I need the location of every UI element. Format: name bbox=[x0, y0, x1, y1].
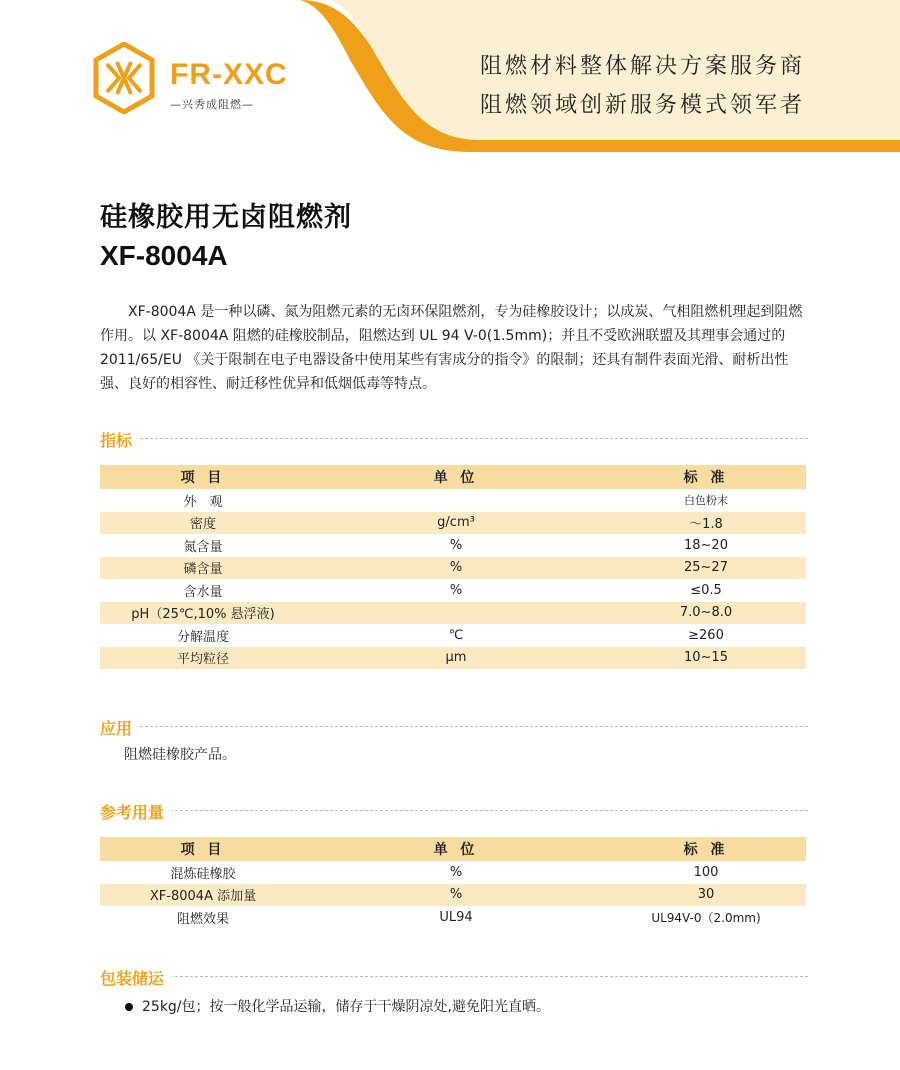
cell-standard: 18~20 bbox=[684, 537, 728, 553]
cell-item: 氮含量 bbox=[183, 539, 223, 555]
section-label: 应用 bbox=[100, 716, 140, 739]
table-row bbox=[100, 906, 806, 929]
section-divider bbox=[100, 726, 808, 727]
cell-item: 分解温度 bbox=[176, 629, 229, 645]
application-text: 阻燃硅橡胶产品。 bbox=[124, 747, 236, 763]
header-standard: 标 准 bbox=[606, 837, 806, 861]
cell-standard: 7.0~8.0 bbox=[606, 602, 806, 625]
packaging-text: 25kg/包；按一般化学品运输，储存于干燥阴凉处,避免阳光直晒。 bbox=[142, 999, 550, 1015]
slogan-line-2: 阻燃领域创新服务模式领军者 bbox=[479, 93, 805, 118]
cell-item: 混炼硅橡胶 bbox=[170, 866, 236, 882]
section-divider bbox=[100, 976, 808, 977]
brand-name: FR-XXC bbox=[170, 58, 288, 91]
cell-unit bbox=[306, 489, 606, 512]
cell-unit: % bbox=[449, 537, 463, 553]
brand-tagline: —兴秀成阻燃— bbox=[170, 98, 254, 111]
table-row bbox=[100, 579, 806, 602]
table-row bbox=[100, 861, 806, 884]
section-divider bbox=[100, 438, 808, 439]
brand-logo-icon bbox=[93, 42, 155, 114]
product-title: 硅橡胶用无卤阻燃剂 bbox=[100, 202, 352, 233]
table-row bbox=[100, 602, 806, 625]
cell-unit: % bbox=[306, 884, 606, 907]
cell-standard: 25~27 bbox=[606, 557, 806, 580]
table-row bbox=[100, 647, 806, 670]
section-label: 包装储运 bbox=[100, 966, 172, 989]
spec-section-heading bbox=[100, 428, 808, 448]
table-row bbox=[100, 557, 806, 580]
bullet-icon bbox=[125, 1003, 133, 1011]
slogan-line-1: 阻燃材料整体解决方案服务商 bbox=[479, 54, 805, 79]
cell-item: 含水量 bbox=[183, 584, 223, 600]
cell-item: 密度 bbox=[100, 512, 306, 535]
cell-unit: % bbox=[306, 557, 606, 580]
cell-unit bbox=[306, 602, 606, 625]
section-label: 参考用量 bbox=[100, 800, 172, 823]
cell-unit: μm bbox=[306, 647, 606, 670]
cell-standard: 10~15 bbox=[606, 647, 806, 670]
cell-standard: ≤0.5 bbox=[690, 582, 722, 598]
cell-unit: ℃ bbox=[448, 627, 464, 643]
cell-item: 阻燃效果 bbox=[176, 911, 229, 927]
cell-standard: 白色粉末 bbox=[684, 494, 728, 508]
cell-standard: 100 bbox=[693, 864, 719, 880]
table-row bbox=[100, 512, 806, 535]
table-row bbox=[100, 489, 806, 512]
spec-table bbox=[100, 465, 806, 669]
table-row bbox=[100, 534, 806, 557]
product-intro: XF-8004A 是一种以磷、氮为阻燃元素的无卤环保阻燃剂，专为硅橡胶设计；以成炭、气相阻燃机理起到阻燃作用。以 XF-8004A 阻燃的硅橡胶制品，阻燃达到 UL 94 V-0(1.5mm)；并且不受欧洲联盟及其理事会通过的 2011/65/EU 《关于限制在电子电器设备中使用某些有害成分的指令》的限制；还具有制件表面光滑、耐析出性强、良好的相容性、耐迁移性优异和低烟低毒等特点。 bbox=[100, 304, 803, 392]
table-header-row bbox=[100, 837, 806, 861]
header-standard: 标 准 bbox=[606, 465, 806, 489]
header-unit: 单 位 bbox=[306, 837, 606, 861]
cell-item: 外 观 bbox=[183, 494, 223, 510]
cell-item: 平均粒径 bbox=[100, 647, 306, 670]
cell-standard: 30 bbox=[606, 884, 806, 907]
cell-unit: g/cm³ bbox=[306, 512, 606, 535]
table-row bbox=[100, 884, 806, 907]
cell-item: pH（25℃,10% 悬浮液) bbox=[100, 602, 306, 625]
header-item: 项 目 bbox=[100, 465, 306, 489]
cell-item: XF-8004A 添加量 bbox=[100, 884, 306, 907]
application-section-heading bbox=[100, 716, 808, 736]
cell-unit: % bbox=[449, 582, 463, 598]
dosage-table bbox=[100, 837, 806, 929]
packaging-section-heading bbox=[100, 966, 808, 986]
cell-unit: UL94 bbox=[439, 909, 473, 925]
section-divider bbox=[100, 810, 808, 811]
cell-standard: ～1.8 bbox=[606, 512, 806, 535]
table-row bbox=[100, 624, 806, 647]
cell-item: 磷含量 bbox=[100, 557, 306, 580]
dosage-section-heading bbox=[100, 800, 808, 820]
cell-unit: % bbox=[449, 864, 463, 880]
header-item: 项 目 bbox=[100, 837, 306, 861]
cell-standard: UL94V-0（2.0mm) bbox=[651, 910, 761, 925]
section-label: 指标 bbox=[100, 428, 140, 451]
table-header-row bbox=[100, 465, 806, 489]
header-unit: 单 位 bbox=[306, 465, 606, 489]
cell-standard: ≥260 bbox=[688, 627, 724, 643]
product-model: XF-8004A bbox=[100, 240, 228, 271]
